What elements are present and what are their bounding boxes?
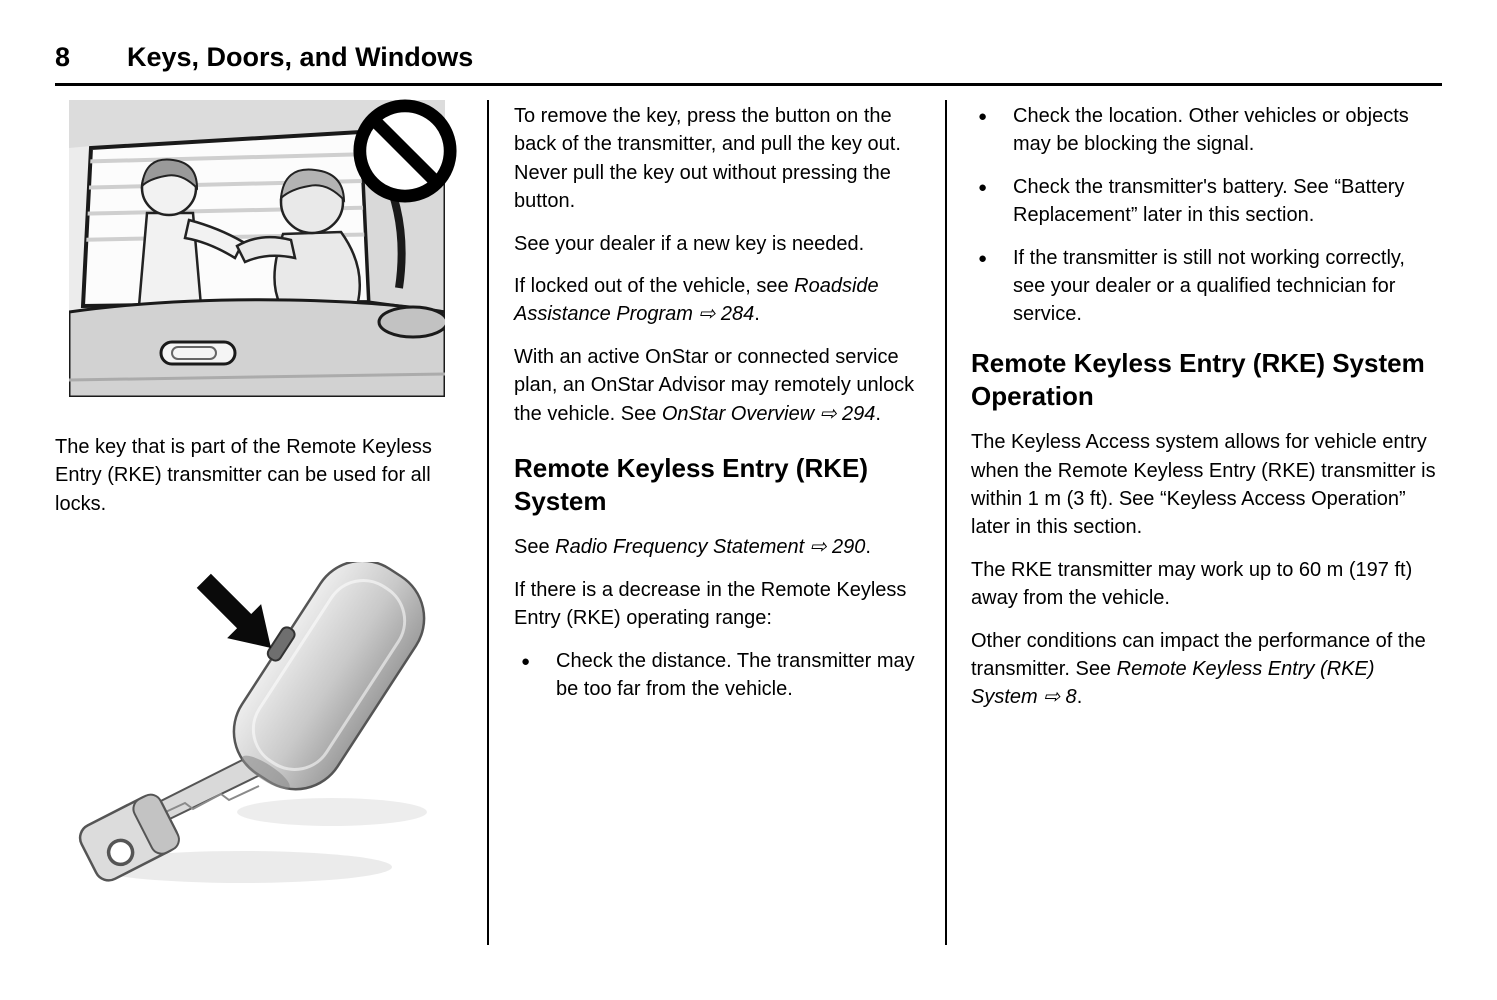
- para-other-conditions: [971, 627, 1442, 712]
- text-run: .: [1076, 686, 1083, 709]
- three-column-layout: [55, 100, 1442, 945]
- bullet-list-range: [514, 647, 915, 704]
- page-header: [55, 42, 1442, 86]
- column-middle: [487, 100, 945, 945]
- para-locked-out: [514, 272, 915, 329]
- text-run: .: [754, 303, 760, 326]
- heading-rke-system-operation: Remote Keyless Entry (RKE) System Operation: [971, 347, 1425, 411]
- chapter-title: Keys, Doors, and Windows: [127, 42, 474, 72]
- para-new-key: See your dealer if a new key is needed.: [514, 232, 865, 255]
- list-item: ● If the transmitter is still not working correctly, see your dealer or a qualified technician for service.: [971, 244, 1442, 329]
- para-remove-key: To remove the key, press the button on the back of the transmitter, and pull the key out. Never pull the key out without pressing the button.: [514, 105, 901, 213]
- text-run: .: [865, 536, 871, 559]
- cross-reference: Roadside Assistance Program ⇨ 284: [514, 274, 879, 326]
- cross-reference: Remote Keyless Entry (RKE) System ⇨ 8: [971, 658, 1375, 709]
- column-left: [55, 100, 487, 945]
- list-item: ● Check the distance. The transmitter may be too far from the vehicle.: [514, 647, 915, 704]
- figure-children-in-car: [69, 100, 445, 397]
- prohibition-icon: [351, 97, 459, 205]
- cross-reference: OnStar Overview ⇨ 294: [661, 402, 876, 425]
- para-keyless-access: The Keyless Access system allows for vehicle entry when the Remote Keyless Entry (RKE) transmitter is within 1 m (3 ft). See “Keyless Access Operation” later in this section.: [971, 431, 1436, 539]
- para-transmitter-range: The RKE transmitter may work up to 60 m (197 ft) away from the vehicle.: [971, 558, 1413, 610]
- text-run: .: [875, 402, 881, 425]
- heading-rke-system: Remote Keyless Entry (RKE) System: [514, 452, 868, 517]
- text-run: See: [514, 536, 556, 559]
- page-number: 8: [55, 42, 71, 72]
- para-onstar: [514, 343, 915, 428]
- para-range-decrease: If there is a decrease in the Remote Keyless Entry (RKE) operating range:: [514, 578, 907, 630]
- text-run: If locked out of the vehicle, see: [514, 274, 795, 297]
- cross-reference: Radio Frequency Statement ⇨ 290: [555, 536, 866, 559]
- text-run: Other conditions can impact the performance of the transmitter. See: [971, 629, 1426, 680]
- list-item: ● Check the location. Other vehicles or objects may be blocking the signal.: [971, 102, 1442, 159]
- text-run: With an active OnStar or connected service plan, an OnStar Advisor may remotely unlock the vehicle. See: [514, 345, 915, 425]
- figure-caption: The key that is part of the Remote Keyless Entry (RKE) transmitter can be used for all locks.: [55, 436, 432, 515]
- para-radio-frequency: [514, 533, 915, 561]
- list-item: ● Check the transmitter's battery. See “Battery Replacement” later in this section.: [971, 173, 1442, 230]
- figure-rke-key: [77, 562, 429, 894]
- rke-transmitter-key-illustration: [77, 562, 429, 894]
- bullet-list-troubleshooting: [971, 102, 1442, 329]
- column-right: [945, 100, 1442, 945]
